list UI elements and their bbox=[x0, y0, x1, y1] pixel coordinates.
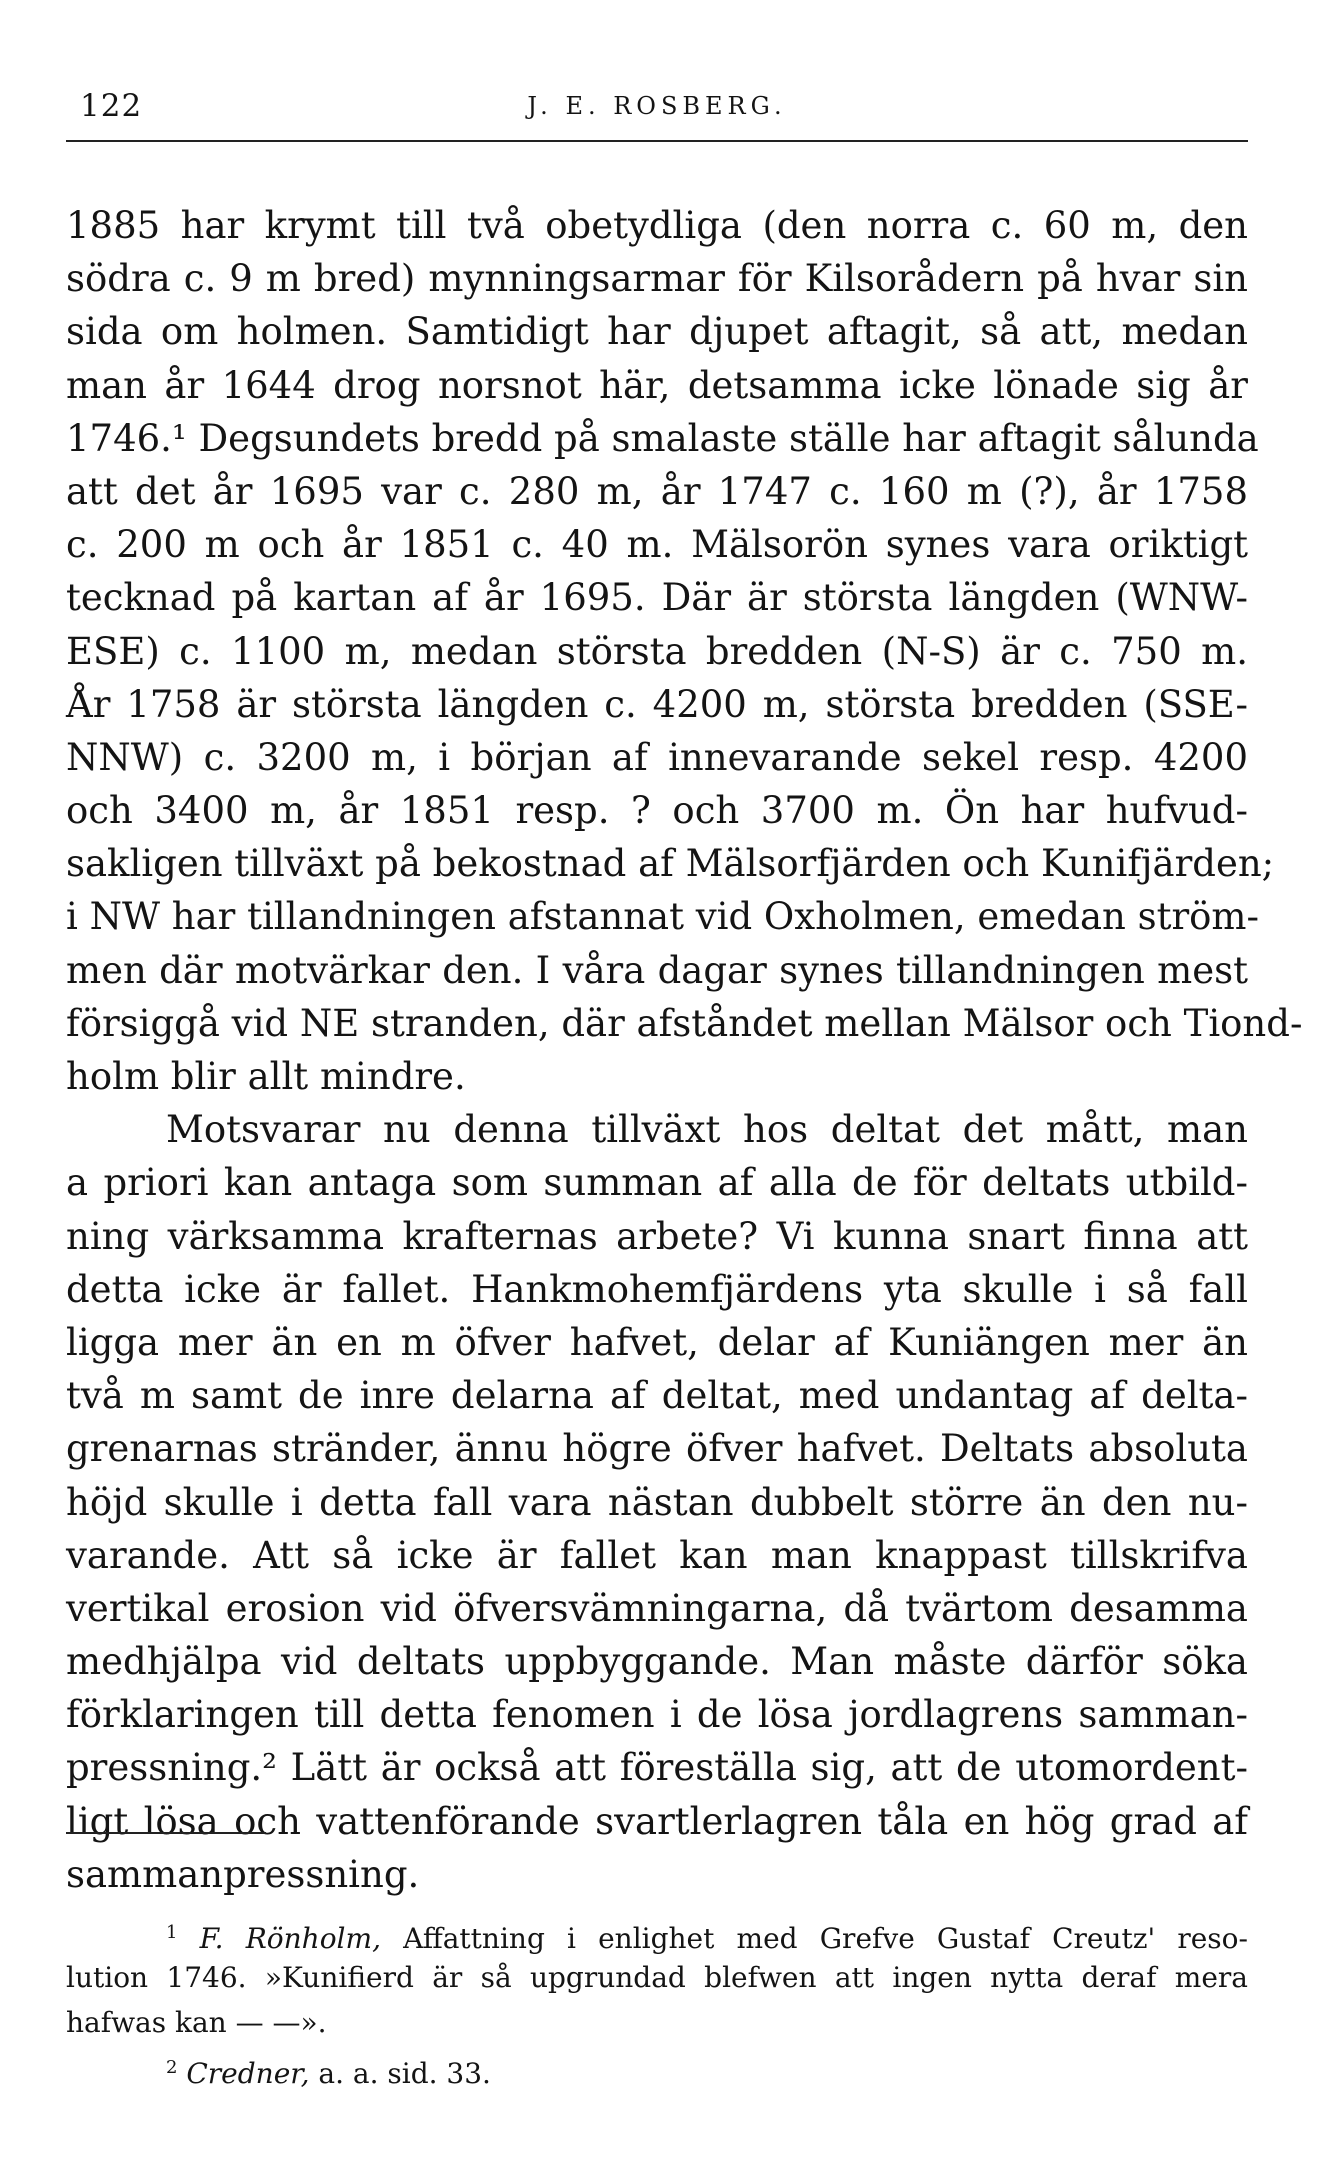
footnote-author: F. Rönholm, bbox=[199, 1922, 381, 1955]
footnote-2 bbox=[66, 2045, 1248, 2090]
body-line: Motsvarar nu denna tillväxt hos deltat det mått, man bbox=[166, 1108, 1248, 1152]
body-line: tecknad på kartan af år 1695. Där är största längden (WNW- bbox=[66, 576, 1248, 620]
body-line: höjd skulle i detta fall vara nästan dubbelt större än den nu- bbox=[66, 1480, 1248, 1524]
body-text bbox=[66, 199, 1303, 1901]
body-line: i NW har tillandningen afstannat vid Oxholmen, emedan ström- bbox=[66, 895, 1259, 939]
body-line: pressning.² Lätt är också att föreställa sig, att de utomordent- bbox=[66, 1746, 1248, 1790]
body-line: men där motvärkar den. I våra dagar synes tillandningen mest bbox=[66, 948, 1248, 992]
footnote-marker: 2 bbox=[166, 2057, 178, 2078]
body-line: försiggå vid NE stranden, där afståndet mellan Mälsor och Tiond- bbox=[66, 1001, 1303, 1045]
body-line: ESE) c. 1100 m, medan största bredden (N-S) är c. 750 m. bbox=[66, 629, 1248, 673]
footnote-line: lution 1746. »Kunifierd är så upgrundad blefwen att ingen nytta deraf mera bbox=[66, 1961, 1248, 1994]
body-line: ligga mer än en m öfver hafvet, delar af Kuniängen mer än bbox=[66, 1320, 1248, 1364]
body-line: förklaringen till detta fenomen i de lösa jordlagrens samman- bbox=[66, 1693, 1248, 1737]
body-line: ning värksamma krafternas arbete? Vi kunna snart finna att bbox=[66, 1214, 1248, 1258]
footnote-marker: 1 bbox=[166, 1922, 178, 1943]
footnote-text: a. a. sid. 33. bbox=[309, 2057, 491, 2090]
footnotes bbox=[66, 1910, 1248, 2090]
body-line: varande. Att så icke är fallet kan man knappast tillskrifva bbox=[66, 1533, 1248, 1577]
footnote-divider bbox=[66, 1832, 266, 1834]
body-line: sida om holmen. Samtidigt har djupet aftagit, så att, medan bbox=[66, 310, 1248, 354]
running-head: J. E. ROSBERG. bbox=[527, 92, 787, 120]
footnote-text: Affattning i enlighet med Grefve Gustaf Creutz' reso- bbox=[380, 1922, 1248, 1955]
header-divider bbox=[66, 140, 1248, 142]
body-line: detta icke är fallet. Hankmohemfjärdens yta skulle i så fall bbox=[66, 1267, 1248, 1311]
body-line: och 3400 m, år 1851 resp. ? och 3700 m. Ön har hufvud- bbox=[66, 789, 1248, 833]
body-line: ligt lösa och vattenförande svartlerlagren tåla en hög grad af bbox=[66, 1799, 1248, 1843]
body-line: 1746.¹ Degsundets bredd på smalaste ställe har aftagit sålunda bbox=[66, 416, 1259, 460]
body-line: a priori kan antaga som summan af alla de för deltats utbild- bbox=[66, 1161, 1248, 1205]
body-line: sammanpressning. bbox=[66, 1852, 420, 1896]
body-line: vertikal erosion vid öfversvämningarna, då tvärtom desamma bbox=[66, 1586, 1248, 1630]
page-header bbox=[66, 88, 1248, 128]
body-line: holm blir allt mindre. bbox=[66, 1055, 466, 1098]
body-line: sakligen tillväxt på bekostnad af Mälsorfjärden och Kunifjärden; bbox=[66, 842, 1275, 886]
body-line: grenarnas stränder, ännu högre öfver hafvet. Deltats absoluta bbox=[66, 1427, 1248, 1471]
body-line: NNW) c. 3200 m, i början af innevarande sekel resp. 4200 bbox=[66, 735, 1248, 779]
body-line: medhjälpa vid deltats uppbyggande. Man måste därför söka bbox=[66, 1640, 1248, 1684]
body-line: År 1758 är största längden c. 4200 m, största bredden (SSE- bbox=[66, 682, 1248, 726]
page-number: 122 bbox=[80, 88, 143, 124]
body-line: att det år 1695 var c. 280 m, år 1747 c. 160 m (?), år 1758 bbox=[66, 469, 1248, 513]
footnote-line: hafwas kan — —». bbox=[66, 2006, 327, 2039]
footnote-1 bbox=[66, 1910, 1248, 1955]
body-line: södra c. 9 m bred) mynningsarmar för Kilsorådern på hvar sin bbox=[66, 257, 1248, 301]
body-line: två m samt de inre delarna af deltat, med undantag af delta- bbox=[66, 1374, 1248, 1418]
body-line: man år 1644 drog norsnot här, detsamma icke lönade sig år bbox=[66, 363, 1248, 407]
footnote-author: Credner, bbox=[186, 2057, 310, 2090]
body-line: 1885 har krymt till två obetydliga (den norra c. 60 m, den bbox=[66, 204, 1248, 247]
body-line: c. 200 m och år 1851 c. 40 m. Mälsorön synes vara oriktigt bbox=[66, 523, 1248, 567]
